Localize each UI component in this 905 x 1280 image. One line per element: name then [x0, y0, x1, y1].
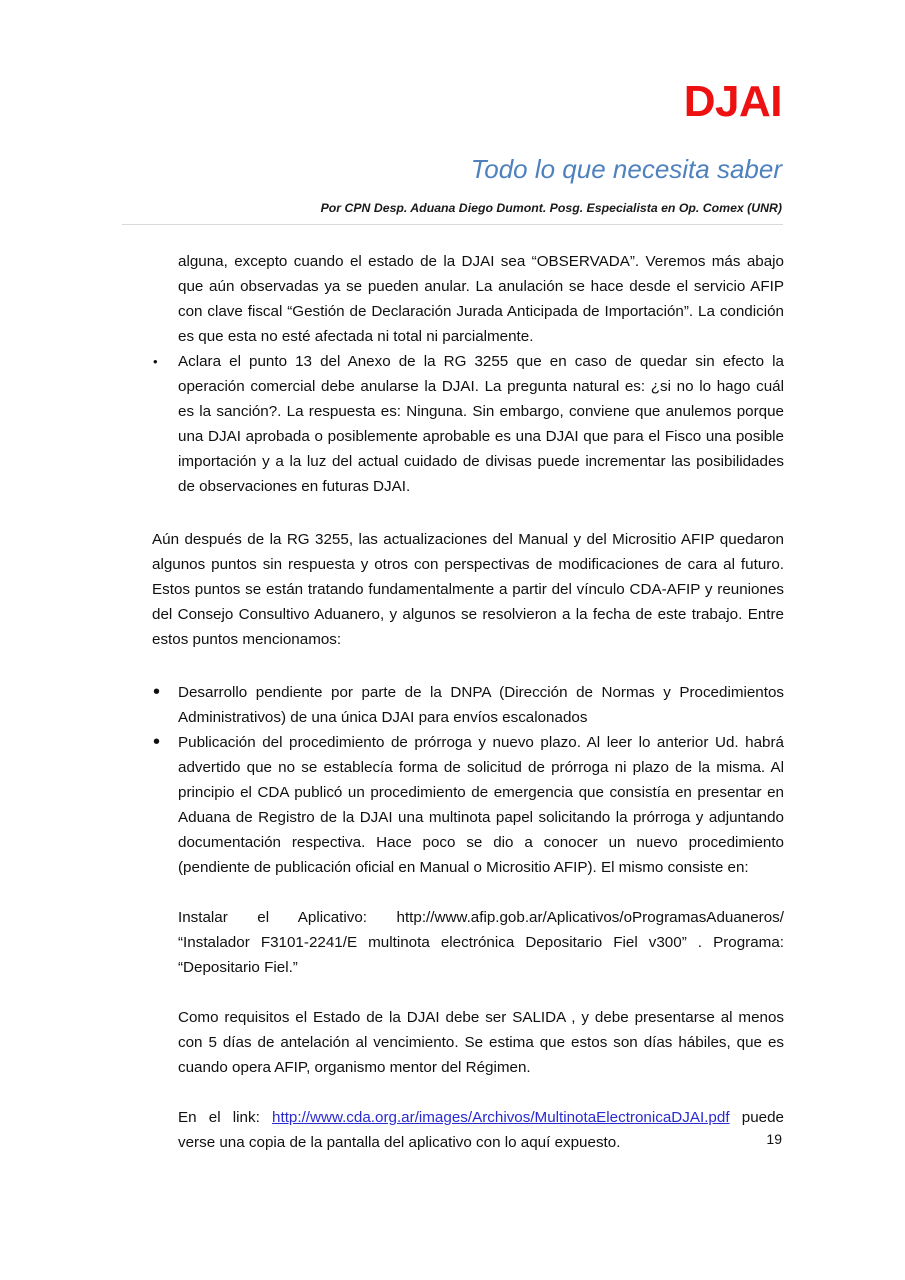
bullet-marker-icon: •	[153, 731, 161, 753]
author-byline: Por CPN Desp. Aduana Diego Dumont. Posg. Especialista en Op. Comex (UNR)	[320, 201, 782, 215]
page-number: 19	[766, 1131, 782, 1147]
spacer	[152, 499, 784, 527]
page-title: DJAI	[683, 77, 782, 126]
page-subtitle: Todo lo que necesita saber	[470, 154, 782, 184]
list-item-text: Aclara el punto 13 del Anexo de la RG 3255 que en caso de quedar sin efecto la operación comercial debe anularse la DJAI. La pregunta natural es: ¿si no lo hago cuál es la sanción?. La respuesta es: Ninguna. Sin embargo, conviene que anulemos porque una DJAI aprobada o posiblemente aprobable es una DJAI que para el Fisco una posible importación y a la luz del actual cuidado de divisas puede incrementar las posibilidades de observaciones en futuras DJAI.	[178, 353, 784, 495]
list-item-text: Publicación del procedimiento de prórroga y nuevo plazo. Al leer lo anterior Ud. habrá advertido que no se establecía forma de solicitud de prórroga ni plazo de la misma. Al principio el CDA publicó un procedimiento de emergencia que consistía en presentar en Aduana de Registro de la DJAI una multinota papel solicitando la prórroga y adjuntando documentación respectiva. Hace poco se dio a conocer un nuevo procedimiento (pendiente de publicación oficial en Manual o Micrositio AFIP). El mismo consiste en:	[178, 734, 784, 876]
list-item-text: Desarrollo pendiente por parte de la DNPA (Dirección de Normas y Procedimientos Administrativos) de una única DJAI para envíos escalonados	[178, 684, 784, 726]
spacer	[152, 652, 784, 680]
document-body	[152, 249, 784, 1155]
list-item	[152, 680, 784, 730]
bullet-marker-icon: •	[153, 681, 161, 703]
paragraph-two: Aún después de la RG 3255, las actualizaciones del Manual y del Micrositio AFIP quedaron algunos puntos sin respuesta y otros con perspectivas de modificaciones de cara al futuro. Estos puntos se están tratando fundamentalmente a partir del vínculo CDA-AFIP y reuniones del Consejo Consultivo Aduanero, y algunos se resolvieron a la fecha de este trabajo. Entre estos puntos mencionamos:	[152, 531, 784, 648]
list-item	[152, 349, 784, 499]
link-paragraph-suffix: puede verse una copia de la pantalla del aplicativo con lo aquí expuesto.	[178, 1109, 784, 1151]
spacer	[152, 980, 784, 1005]
bullet-list-one	[152, 349, 784, 499]
installer-paragraph: Instalar el Aplicativo: http://www.afip.gob.ar/Aplicativos/oProgramasAduaneros/ “Instalador F3101-2241/E multinota electrónica Depositario Fiel v300” . Programa: “Depositario Fiel.”	[178, 909, 784, 976]
link-paragraph-prefix: En el link:	[178, 1109, 273, 1126]
bullet-marker-icon: •	[153, 354, 158, 369]
spacer	[152, 880, 784, 905]
list-item	[152, 730, 784, 880]
continuation-paragraph: alguna, excepto cuando el estado de la DJAI sea “OBSERVADA”. Veremos más abajo que aún observadas ya se pueden anular. La anulación se hace desde el servicio AFIP con clave fiscal “Gestión de Declaración Jurada Anticipada de Importación”. La condición es que esta no esté afectada ni total ni parcialmente.	[178, 253, 784, 345]
link-paragraph	[152, 1105, 784, 1155]
header-divider	[122, 224, 783, 225]
spacer	[152, 1080, 784, 1105]
requisitos-paragraph: Como requisitos el Estado de la DJAI debe ser SALIDA , y debe presentarse al menos con 5 días de antelación al vencimiento. Se estima que estos son días hábiles, que es cuando opera AFIP, organismo mentor del Régimen.	[178, 1009, 784, 1076]
multinota-pdf-link[interactable]: http://www.cda.org.ar/images/Archivos/MultinotaElectronicaDJAI.pdf	[272, 1109, 730, 1126]
bullet-list-two	[152, 680, 784, 880]
